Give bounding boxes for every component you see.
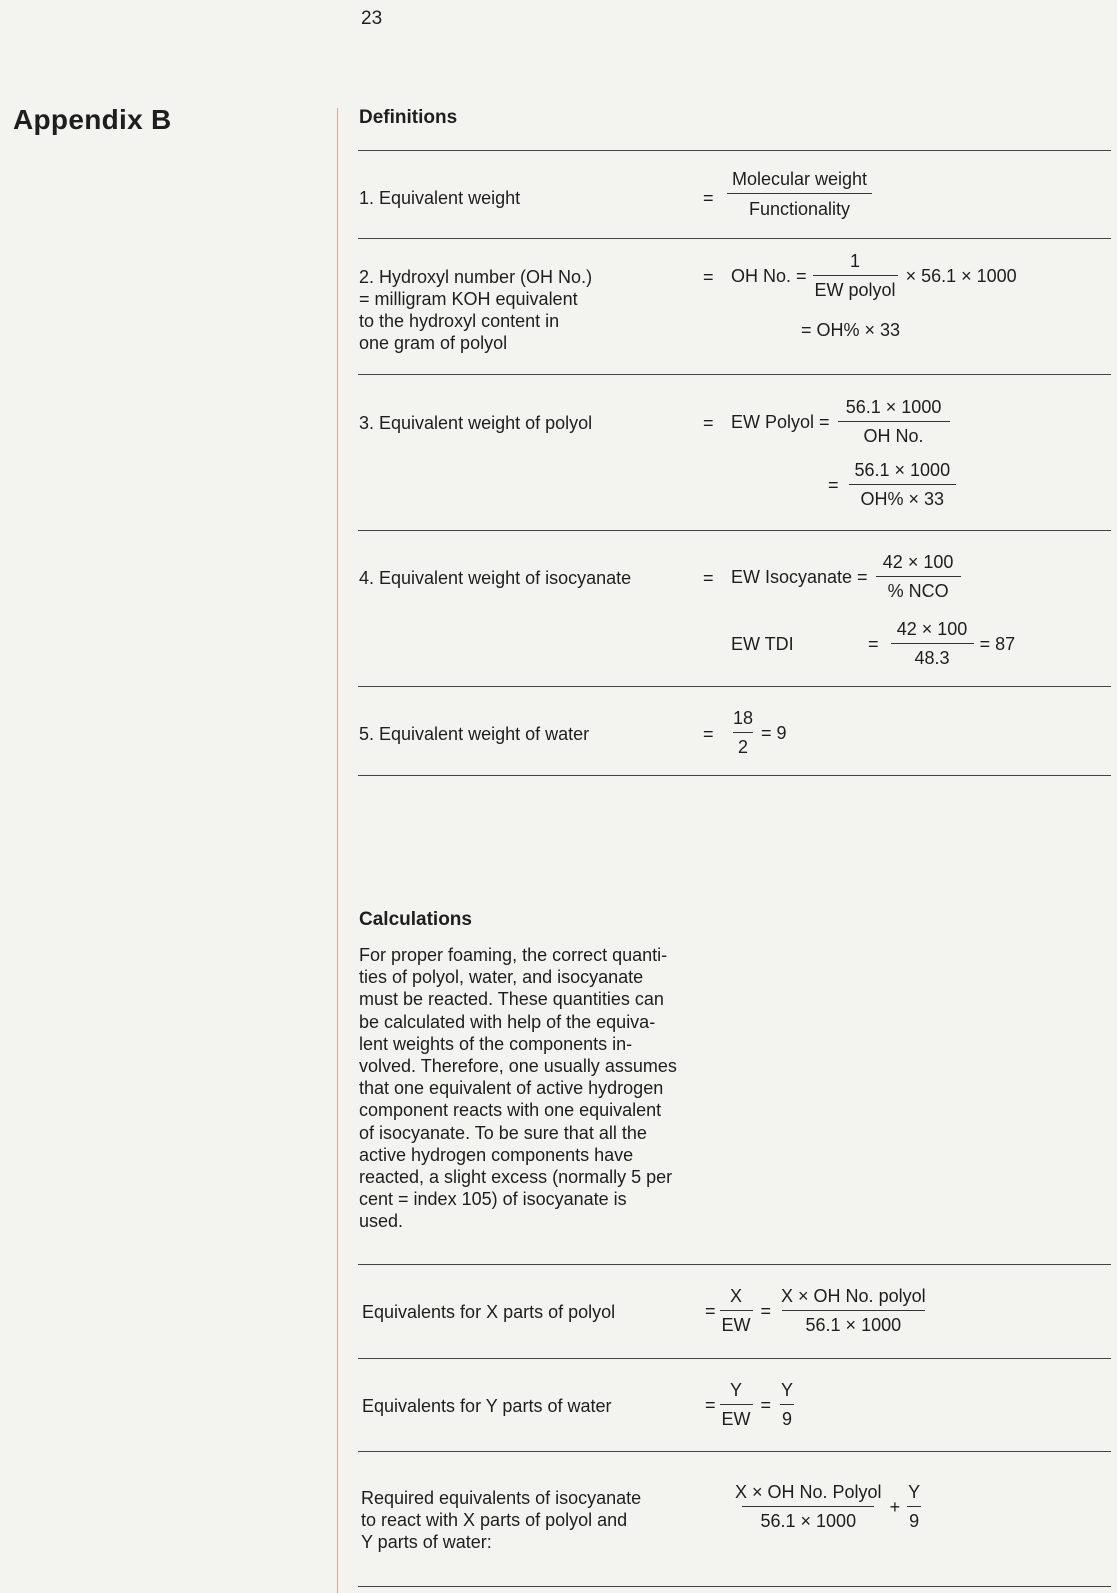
paragraph-line: active hydrogen components have xyxy=(359,1144,634,1165)
paragraph-line: of isocyanate. To be sure that all the xyxy=(359,1122,647,1143)
fraction-numerator: Y xyxy=(730,1380,743,1400)
fraction-numerator: 42 × 100 xyxy=(882,552,954,572)
equals-sign: = xyxy=(705,1300,716,1321)
fraction-denominator: 56.1 × 1000 xyxy=(742,1506,874,1532)
definition-4-tdi-label: EW TDI xyxy=(731,634,794,654)
formula-lhs: OH No. = xyxy=(731,265,807,286)
definition-2-formula xyxy=(731,251,1017,301)
definition-3-formula xyxy=(731,397,950,447)
calculations-heading: Calculations xyxy=(359,909,472,930)
fraction-numerator: 42 × 100 xyxy=(896,619,968,639)
isocyanate-label-line3: Y parts of water: xyxy=(361,1532,492,1552)
fraction-numerator: 1 xyxy=(850,251,861,271)
margin-divider xyxy=(337,108,338,1593)
definitions-heading: Definitions xyxy=(359,107,458,128)
definition-4-tdi-formula xyxy=(868,619,1015,669)
definition-4-label: 4. Equivalent weight of isocyanate xyxy=(359,568,632,588)
equals-sign: = xyxy=(703,724,714,744)
fraction-numerator: X × OH No. Polyol xyxy=(735,1482,882,1502)
fraction-numerator: 56.1 × 1000 xyxy=(845,397,942,417)
divider-rule xyxy=(358,530,1111,531)
formula-result: = 9 xyxy=(761,722,787,743)
paragraph-line: used. xyxy=(359,1211,404,1232)
paragraph-line: ties of polyol, water, and isocyanate xyxy=(359,967,644,988)
fraction-numerator: Y xyxy=(908,1482,921,1502)
fraction-denominator: % NCO xyxy=(876,576,961,602)
definition-2-label-line1: 2. Hydroxyl number (OH No.) xyxy=(359,267,593,287)
page-number: 23 xyxy=(361,8,383,29)
formula-tail: × 56.1 × 1000 xyxy=(905,265,1017,286)
definition-5-label: 5. Equivalent weight of water xyxy=(359,724,590,744)
fraction-denominator: 48.3 xyxy=(891,643,974,669)
fraction-denominator: EW polyol xyxy=(813,275,898,301)
divider-rule xyxy=(358,775,1111,776)
definition-2-label xyxy=(359,266,592,354)
fraction-numerator: 18 xyxy=(733,708,754,728)
equals-sign: = xyxy=(703,568,714,588)
formula-result: = 87 xyxy=(979,633,1016,654)
paragraph-line: reacted, a slight excess (normally 5 per xyxy=(359,1167,673,1188)
fraction-denominator: EW xyxy=(720,1404,753,1430)
paragraph-line: component reacts with one equivalent xyxy=(359,1100,662,1121)
paragraph-line: must be reacted. These quantities can xyxy=(359,989,664,1010)
fraction-denominator: OH No. xyxy=(838,421,950,447)
appendix-title: Appendix B xyxy=(13,104,172,135)
equals-sign: = xyxy=(760,1300,772,1321)
equals-sign: = xyxy=(868,633,879,654)
paragraph-line: lent weights of the components in- xyxy=(359,1033,633,1054)
paragraph-line: For proper foaming, the correct quanti- xyxy=(359,945,668,965)
fraction-numerator: X × OH No. polyol xyxy=(781,1286,926,1306)
definition-1-formula xyxy=(727,168,872,220)
divider-rule xyxy=(358,1264,1111,1265)
definition-5-formula xyxy=(731,708,787,758)
definition-1-label: 1. Equivalent weight xyxy=(359,188,521,208)
fraction-denominator: 2 xyxy=(733,732,753,758)
water-equivalents-formula xyxy=(705,1380,795,1430)
polyol-equivalents-label: Equivalents for X parts of polyol xyxy=(362,1302,616,1322)
divider-rule xyxy=(358,1451,1111,1452)
divider-rule xyxy=(358,1358,1111,1359)
definition-4-formula xyxy=(731,552,961,602)
isocyanate-required-label xyxy=(361,1487,641,1553)
fraction-numerator: Y xyxy=(781,1380,794,1400)
fraction-denominator: 9 xyxy=(907,1506,921,1532)
fraction-denominator: 9 xyxy=(780,1404,794,1430)
plus-sign: + xyxy=(889,1496,901,1517)
paragraph-line: that one equivalent of active hydrogen xyxy=(359,1078,664,1099)
isocyanate-required-formula xyxy=(733,1482,922,1532)
fraction-numerator: X xyxy=(730,1286,743,1306)
formula-lhs: EW Isocyanate = xyxy=(731,566,868,587)
divider-rule xyxy=(358,374,1111,375)
equals-sign: = xyxy=(703,267,714,287)
paragraph-line: cent = index 105) of isocyanate is xyxy=(359,1189,627,1210)
fraction-denominator: OH% × 33 xyxy=(849,484,957,510)
divider-rule xyxy=(358,1586,1111,1587)
equals-sign: = xyxy=(703,413,714,433)
paragraph-line: be calculated with help of the equiva- xyxy=(359,1011,656,1032)
definition-2-alt-formula: = OH% × 33 xyxy=(801,320,901,340)
divider-rule xyxy=(358,238,1111,239)
calculations-paragraph xyxy=(359,944,729,1233)
equals-sign: = xyxy=(705,1394,716,1415)
fraction-numerator: Molecular weight xyxy=(732,169,868,189)
divider-rule xyxy=(358,686,1111,687)
definition-2-label-line2: = milligram KOH equivalent xyxy=(359,289,578,309)
definition-2-label-line3: to the hydroxyl content in xyxy=(359,311,560,331)
isocyanate-label-line1: Required equivalents of isocyanate xyxy=(361,1488,642,1508)
formula-lhs: EW Polyol = xyxy=(731,411,830,432)
definition-2-label-line4: one gram of polyol xyxy=(359,333,508,353)
equals-sign: = xyxy=(828,474,839,495)
fraction-numerator: 56.1 × 1000 xyxy=(854,460,951,480)
fraction-denominator: EW xyxy=(720,1310,753,1336)
definition-3-label: 3. Equivalent weight of polyol xyxy=(359,413,593,433)
fraction-denominator: Functionality xyxy=(727,193,872,220)
definition-3-alt-formula xyxy=(828,460,956,510)
paragraph-line: volved. Therefore, one usually assumes xyxy=(359,1056,677,1077)
water-equivalents-label: Equivalents for Y parts of water xyxy=(362,1396,612,1416)
divider-rule xyxy=(358,150,1111,151)
fraction-denominator: 56.1 × 1000 xyxy=(782,1310,926,1336)
isocyanate-label-line2: to react with X parts of polyol and xyxy=(361,1510,628,1530)
equals-sign: = xyxy=(703,188,714,208)
equals-sign: = xyxy=(760,1394,772,1415)
polyol-equivalents-formula xyxy=(705,1286,928,1336)
